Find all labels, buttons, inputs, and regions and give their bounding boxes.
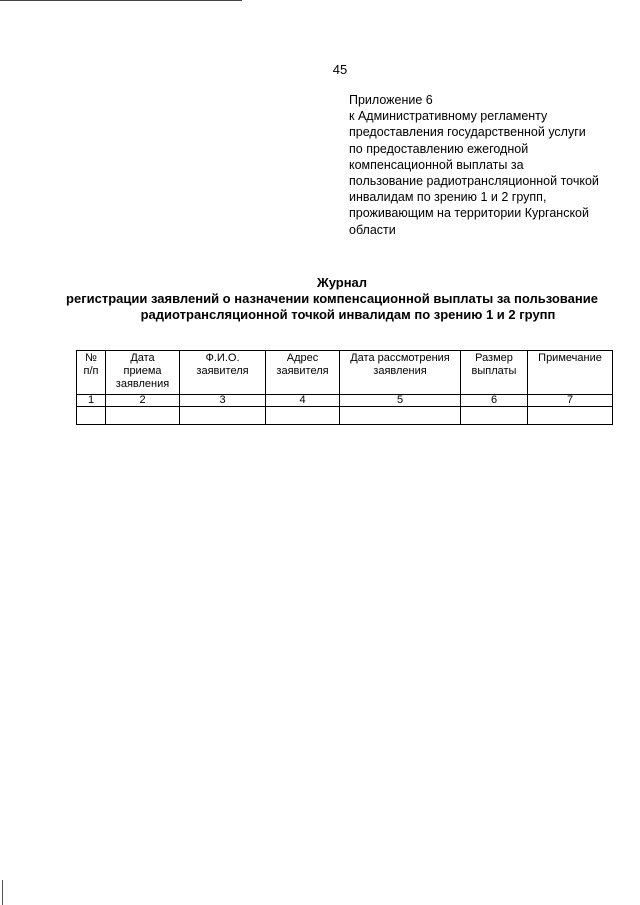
empty-cell [106,407,180,425]
column-number: 4 [266,395,340,407]
empty-cell [461,407,528,425]
header-number: № п/п [77,351,106,395]
header-review-date: Дата рассмотрения заявления [340,351,461,395]
register-table [76,350,613,425]
column-number: 3 [180,395,266,407]
scan-edge-left [2,880,3,905]
journal-subtitle-line-1: регистрации заявлений о назначении компенсационной выплаты за пользование [66,291,598,306]
empty-cell [77,407,106,425]
annex-line: предоставления государственной услуги [349,125,586,140]
annex-line: компенсационной выплаты за [349,157,524,172]
empty-cell [528,407,613,425]
annex-line: пользование радиотрансляционной точкой [349,174,599,189]
empty-cell [266,407,340,425]
empty-cell [180,407,266,425]
annex-line: к Административному регламенту [349,109,548,124]
annex-line: проживающим на территории Курганской [349,206,589,221]
header-payment-amount: Размер выплаты [461,351,528,395]
table-row [77,407,613,425]
annex-line: по предоставлению ежегодной [349,141,529,156]
page-number: 45 [332,62,348,77]
annex-header [349,92,614,238]
scan-edge-top [0,0,242,1]
table-header-row [77,351,613,395]
journal-title: Журнал [316,275,368,290]
annex-line: Приложение 6 [349,93,433,107]
column-number: 5 [340,395,461,407]
column-number-row [77,395,613,407]
column-number: 7 [528,395,613,407]
header-applicant-name: Ф.И.О. заявителя [180,351,266,395]
annex-line: области [349,222,396,237]
annex-line: инвалидам по зрению 1 и 2 групп, [349,190,547,205]
journal-subtitle-line-2: радиотрансляционной точкой инвалидам по зрению 1 и 2 групп [140,307,556,322]
column-number: 6 [461,395,528,407]
column-number: 1 [77,395,106,407]
journal-heading [0,275,640,323]
header-note: Примечание [528,351,613,395]
column-number: 2 [106,395,180,407]
empty-cell [340,407,461,425]
header-applicant-address: Адрес заявителя [266,351,340,395]
header-receipt-date: Дата приема заявления [106,351,180,395]
